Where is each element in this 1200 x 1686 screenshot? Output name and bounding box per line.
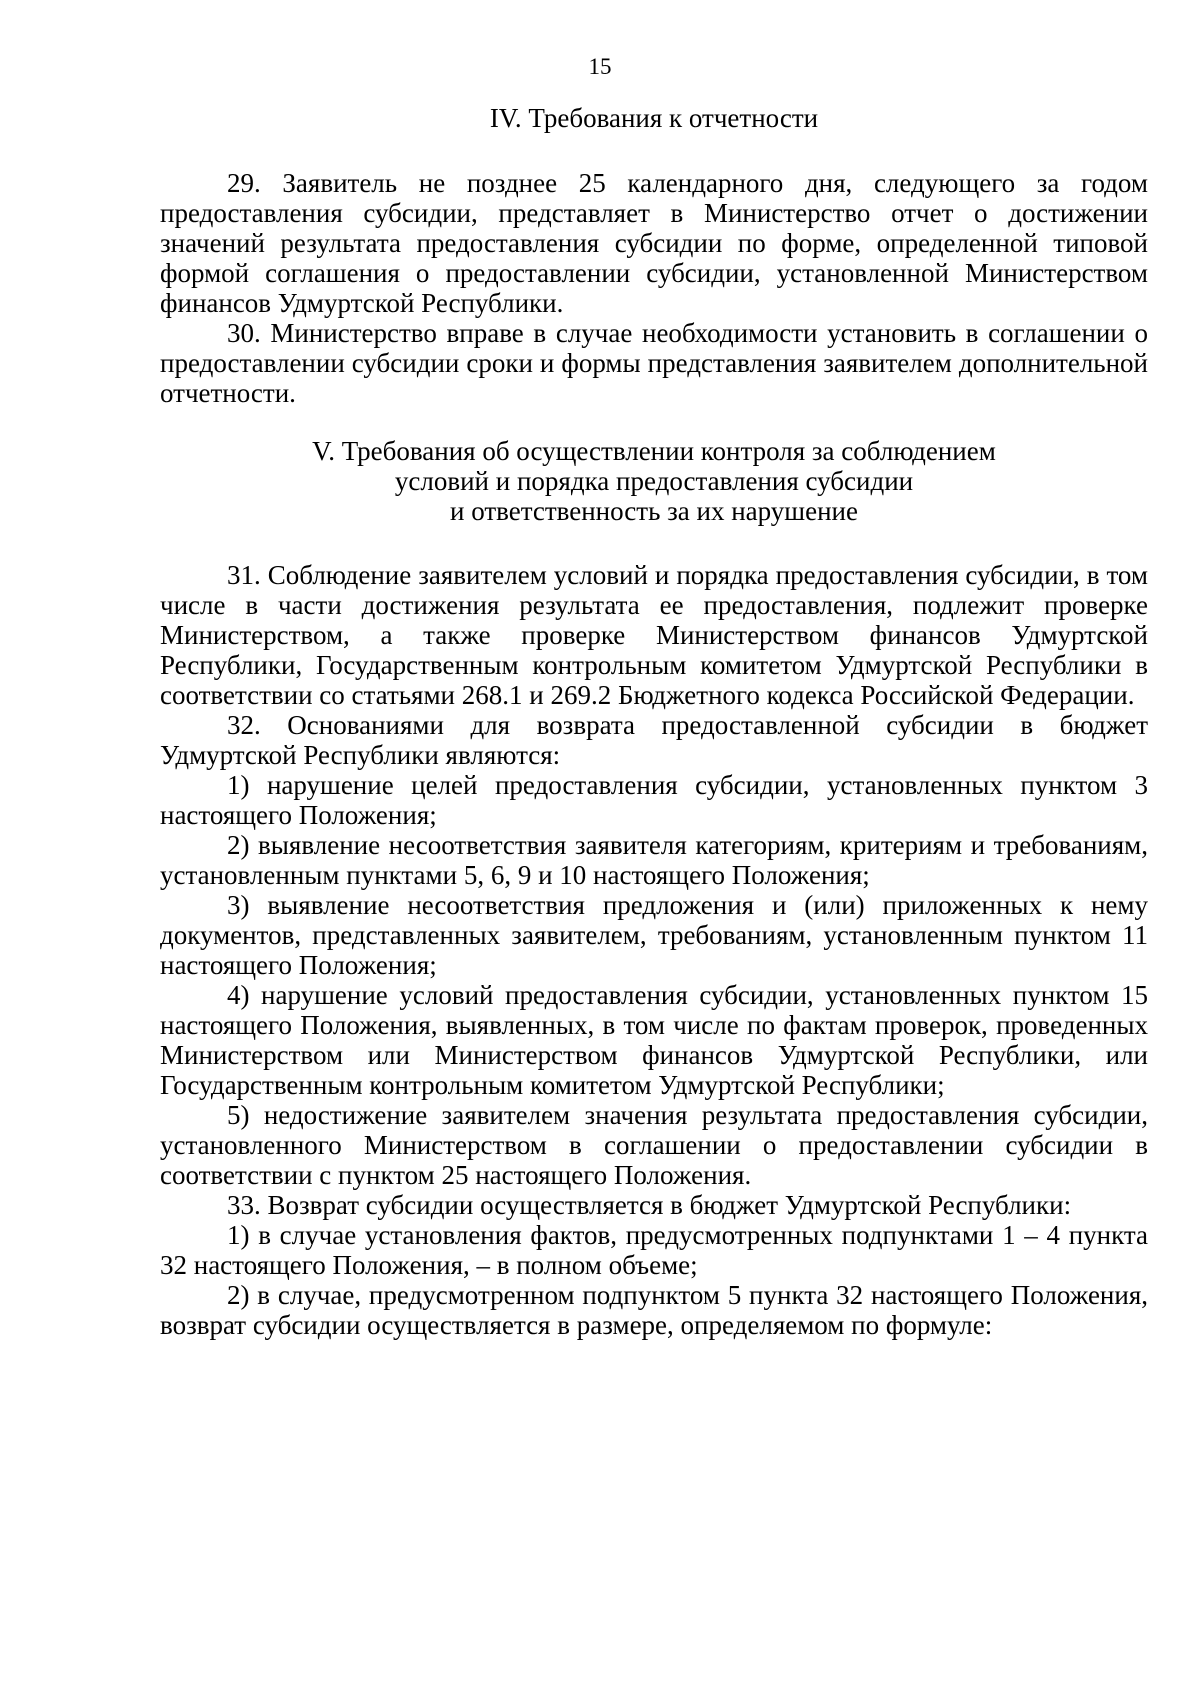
section-5-title-line-2: условий и порядка предоставления субсидии: [394, 466, 914, 496]
paragraph-33: 33. Возврат субсидии осуществляется в бюджет Удмуртской Республики:: [227, 1190, 1072, 1220]
page-number: 15: [588, 54, 612, 79]
paragraph-32: 32. Основаниями для возврата предоставленной субсидии в бюджет Удмуртской Республики являются:: [160, 710, 1148, 770]
section-4-title: IV. Требования к отчетности: [489, 103, 819, 133]
paragraph-33-item-2: 2) в случае, предусмотренном подпунктом 5 пункта 32 настоящего Положения, возврат субсидии осуществляется в размере, определяемом по формуле:: [160, 1280, 1148, 1340]
section-5-title-line-1: V. Требования об осуществлении контроля за соблюдением: [312, 436, 996, 466]
section-5-title-line-3: и ответственность за их нарушение: [450, 496, 858, 526]
paragraph-32-item-2: 2) выявление несоответствия заявителя категориям, критериям и требованиям, установленным пунктами 5, 6, 9 и 10 настоящего Положения;: [160, 830, 1148, 890]
paragraph-32-item-4: 4) нарушение условий предоставления субсидии, установленных пунктом 15 настоящего Положения, выявленных, в том числе по фактам проверок, проведенных Министерством или Министерством финансов Удмуртской Республики, или Государственным контрольным комитетом Удмуртской Республики;: [160, 980, 1148, 1100]
paragraph-30: 30. Министерство вправе в случае необходимости установить в соглашении о предоставлении субсидии сроки и формы представления заявителем дополнительной отчетности.: [160, 318, 1148, 408]
paragraph-33-item-1: 1) в случае установления фактов, предусмотренных подпунктами 1 – 4 пункта 32 настоящего Положения, – в полном объеме;: [160, 1220, 1148, 1280]
section-5-body: [160, 560, 1148, 1340]
section-5-title: [160, 436, 1148, 526]
paragraph-32-item-3: 3) выявление несоответствия предложения и (или) приложенных к нему документов, представленных заявителем, требованиям, установленным пунктом 11 настоящего Положения;: [160, 890, 1148, 980]
paragraph-29: 29. Заявитель не позднее 25 календарного дня, следующего за годом предоставления субсидии, представляет в Министерство отчет о достижении значений результата предоставления субсидии по форме, определенной типовой формой соглашения о предоставлении субсидии, установленной Министерством финансов Удмуртской Республики.: [160, 168, 1148, 318]
paragraph-31: 31. Соблюдение заявителем условий и порядка предоставления субсидии, в том числе в части достижения результата ее предоставления, подлежит проверке Министерством, а также проверке Министерством финансов Удмуртской Республики, Государственным контрольным комитетом Удмуртской Республики в соответствии со статьями 268.1 и 269.2 Бюджетного кодекса Российской Федерации.: [160, 560, 1148, 710]
paragraph-32-item-5: 5) недостижение заявителем значения результата предоставления субсидии, установленного Министерством в соглашении о предоставлении субсидии в соответствии с пунктом 25 настоящего Положения.: [160, 1100, 1148, 1190]
section-4-body: [160, 168, 1148, 408]
paragraph-32-item-1: 1) нарушение целей предоставления субсидии, установленных пунктом 3 настоящего Положения;: [160, 770, 1148, 830]
